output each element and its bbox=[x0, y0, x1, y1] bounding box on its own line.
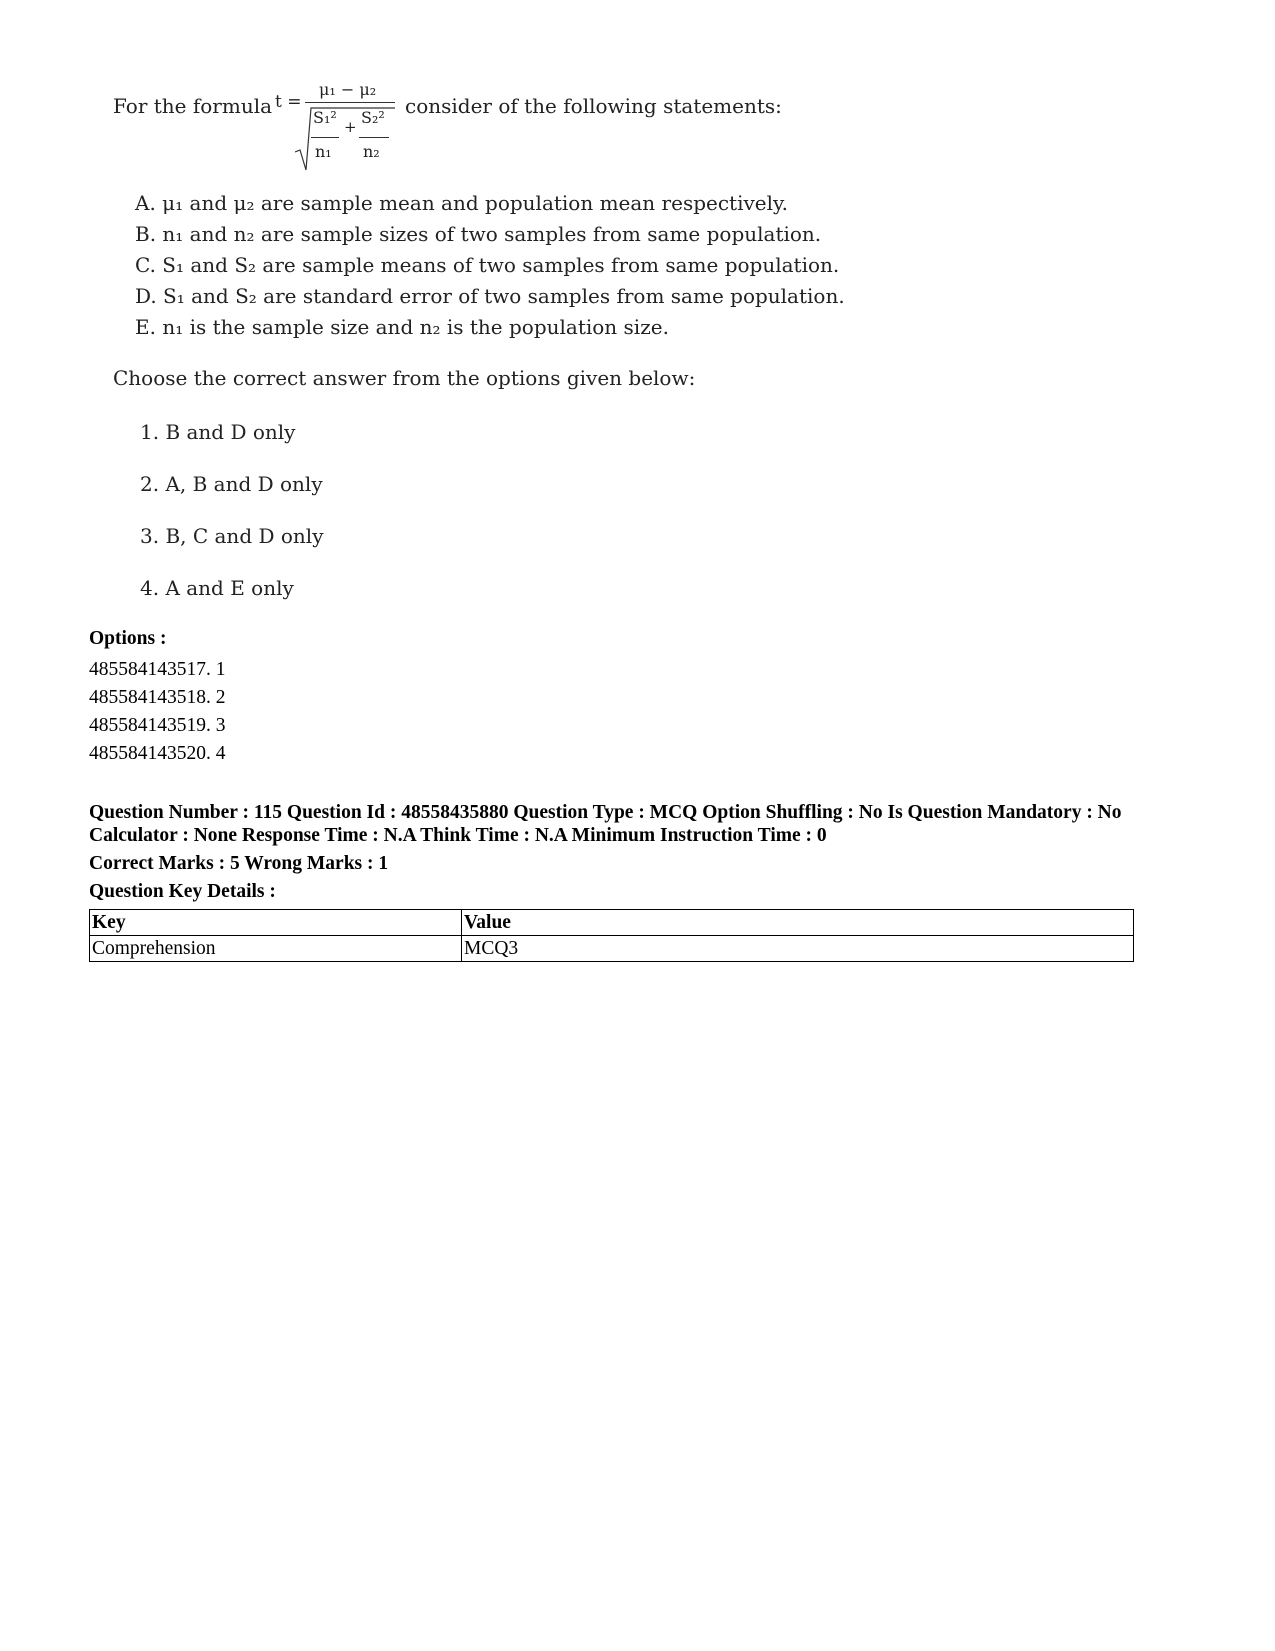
formula-lhs: t = bbox=[275, 92, 302, 112]
fraction-bar bbox=[311, 137, 339, 138]
question-image bbox=[113, 80, 845, 640]
column-header-value: Value bbox=[462, 910, 1134, 936]
answer-choice-list bbox=[140, 417, 324, 625]
statement-d: D. S₁ and S₂ are standard error of two samples from same population. bbox=[135, 284, 845, 308]
formula-numerator: μ₁ − μ₂ bbox=[319, 80, 377, 99]
key-details-table bbox=[89, 909, 1134, 962]
key-cell: Comprehension bbox=[90, 936, 462, 962]
options-list bbox=[89, 656, 226, 768]
answer-choice: 1. B and D only bbox=[140, 420, 296, 444]
question-meta: Question Number : 115 Question Id : 48558435880 Question Type : MCQ Option Shuffling : No Is Question Mandatory : No Calculator : None Response Time : N.A Think Time : N.A Minimum Instruction Time : 0 bbox=[89, 802, 1122, 846]
table-header-row bbox=[90, 910, 1134, 936]
column-header-key: Key bbox=[90, 910, 462, 936]
option-item: 485584143517. 1 bbox=[89, 659, 226, 680]
option-item: 485584143520. 4 bbox=[89, 743, 226, 764]
statement-e: E. n₁ is the sample size and n₂ is the population size. bbox=[135, 315, 669, 339]
value-cell: MCQ3 bbox=[462, 936, 1134, 962]
option-item: 485584143519. 3 bbox=[89, 715, 226, 736]
formula-s1-squared: S₁² bbox=[313, 108, 337, 127]
answer-choice: 2. A, B and D only bbox=[140, 472, 323, 496]
formula-n1: n₁ bbox=[315, 142, 332, 161]
answer-choice: 3. B, C and D only bbox=[140, 524, 324, 548]
statement-c: C. S₁ and S₂ are sample means of two samples from same population. bbox=[135, 253, 840, 277]
t-test-formula bbox=[275, 80, 395, 172]
formula-s2-squared: S₂² bbox=[361, 108, 385, 127]
statement-b: B. n₁ and n₂ are sample sizes of two samples from same population. bbox=[135, 222, 822, 246]
formula-n2: n₂ bbox=[363, 142, 380, 161]
fraction-bar bbox=[305, 102, 395, 103]
marks-info: Correct Marks : 5 Wrong Marks : 1 bbox=[89, 853, 389, 874]
key-details-heading: Question Key Details : bbox=[89, 881, 276, 902]
choose-prompt: Choose the correct answer from the options given below: bbox=[113, 366, 696, 390]
fraction-bar bbox=[359, 137, 389, 138]
intro-text: For the formula bbox=[113, 94, 273, 118]
formula-plus: + bbox=[344, 118, 357, 136]
answer-choice: 4. A and E only bbox=[140, 576, 294, 600]
statement-list bbox=[135, 188, 845, 343]
intro-text-continued: consider of the following statements: bbox=[405, 94, 782, 118]
options-heading: Options : bbox=[89, 628, 167, 649]
option-item: 485584143518. 2 bbox=[89, 687, 226, 708]
table-row bbox=[90, 936, 1134, 962]
statement-a: A. μ₁ and μ₂ are sample mean and population mean respectively. bbox=[135, 191, 789, 215]
